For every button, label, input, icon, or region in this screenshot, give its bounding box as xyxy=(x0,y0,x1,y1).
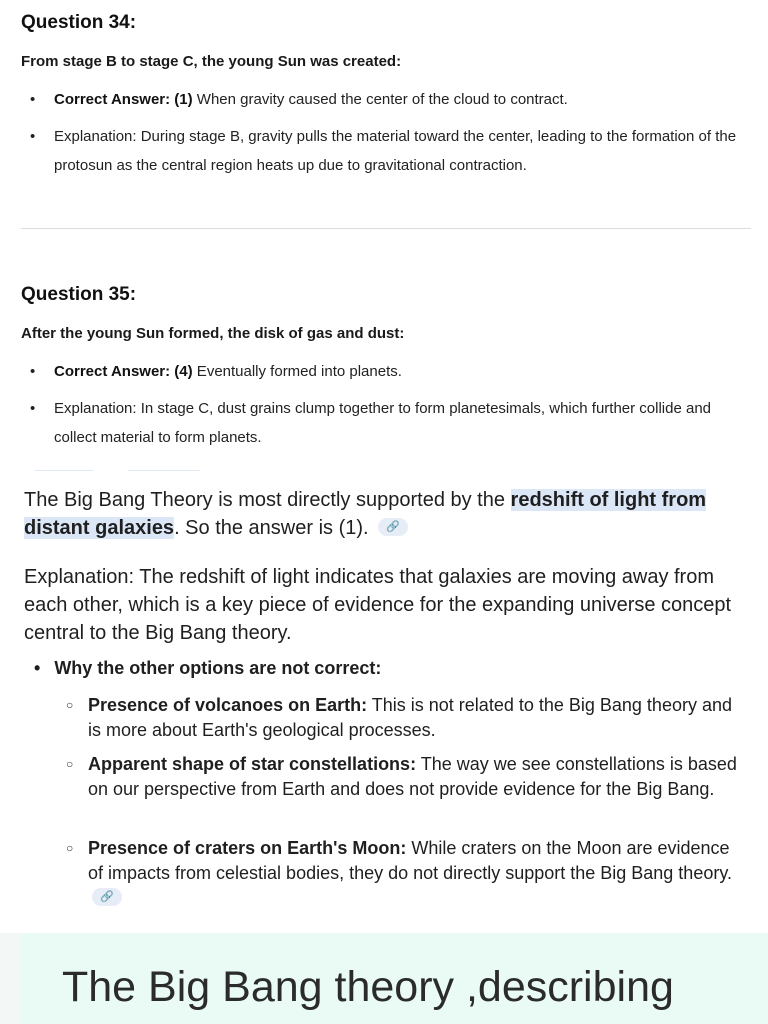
banner-heading: The Big Bang theory ,describing xyxy=(62,963,674,1011)
explanation-text: Explanation: During stage B, gravity pulls the material toward the center, leading to the formation of the protosun as the central region heats up due to gravitational contraction. xyxy=(54,128,737,174)
intro-text: . So the answer is (1). xyxy=(174,517,369,539)
link-icon[interactable]: 🔗 xyxy=(92,888,122,906)
option-text: The way we see constellations is based on our perspective from Earth and does not provide evidence for the Big Bang. xyxy=(88,754,737,799)
option-label: Presence of craters on Earth's Moon: xyxy=(88,838,407,858)
highlight-text: distant galaxies xyxy=(24,517,175,539)
highlight-text: redshift of light from xyxy=(510,489,707,511)
answer-label: Correct Answer: (1) xyxy=(54,91,193,108)
intro-text: The Big Bang Theory is most directly supported by the xyxy=(24,489,511,511)
why-heading-text: Why the other options are not correct: xyxy=(54,658,382,678)
bigbang-intro xyxy=(24,486,739,542)
faint-underline xyxy=(35,470,93,471)
question-35-title: Question 35: xyxy=(21,284,137,305)
section-divider xyxy=(21,228,751,229)
answer-text: When gravity caused the center of the cloud to contract. xyxy=(192,91,568,108)
link-icon[interactable]: 🔗 xyxy=(378,518,408,536)
question-34-title: Question 34: xyxy=(21,12,137,33)
answer-label: Correct Answer: (4) xyxy=(54,363,193,380)
why-heading: • Why the other options are not correct: xyxy=(34,658,382,678)
option-label: Presence of volcanoes on Earth: xyxy=(88,695,368,715)
option-label: Apparent shape of star constellations: xyxy=(88,754,417,774)
option-text: This is not related to the Big Bang theory and is more about Earth's geological processes. xyxy=(88,695,732,740)
explanation-text: Explanation: In stage C, dust grains clump together to form planetesimals, which further collide and collect material to form planets. xyxy=(54,400,712,446)
question-34-prompt: From stage B to stage C, the young Sun was created: xyxy=(21,53,402,70)
option-text: While craters on the Moon are evidence of impacts from celestial bodies, they do not directly support the Big Bang theory. xyxy=(88,838,733,883)
bigbang-explanation: Explanation: The redshift of light indicates that galaxies are moving away from each other, which is a key piece of evidence for the expanding universe concept central to the Big Bang theory. xyxy=(24,566,732,644)
question-35-prompt: After the young Sun formed, the disk of gas and dust: xyxy=(21,325,405,342)
answer-text: Eventually formed into planets. xyxy=(192,363,402,380)
banner-edge xyxy=(0,933,20,1024)
faint-underline xyxy=(128,470,200,471)
